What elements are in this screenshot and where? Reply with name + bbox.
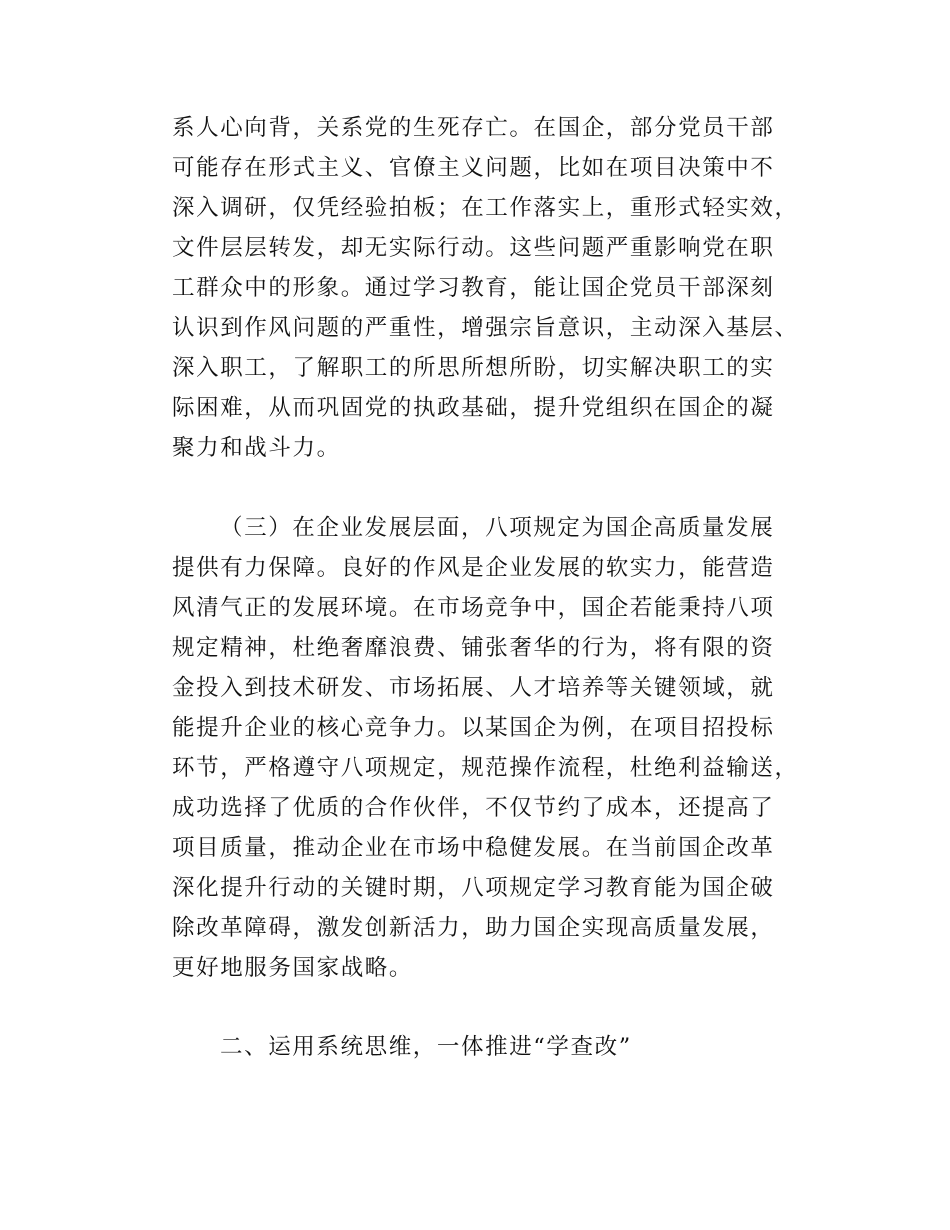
paragraph-2 — [172, 508, 812, 988]
text-line: 更好地服务国家战略。 — [172, 955, 414, 981]
text-line: 环节，严格遵守八项规定，规范操作流程，杜绝利益输送， — [172, 755, 799, 781]
text-line: 能提升企业的核心竞争力。以某国企为例，在项目招投标 — [172, 715, 775, 741]
text-line: 提供有力保障。良好的作风是企业发展的软实力，能营造 — [172, 555, 775, 581]
text-line: 聚力和战斗力。 — [172, 435, 341, 461]
text-line: 工群众中的形象。通过学习教育，能让国企党员干部深刻 — [172, 275, 775, 301]
text-line: 际困难，从而巩固党的执政基础，提升党组织在国企的凝 — [172, 395, 775, 421]
text-line: 深化提升行动的关键时期，八项规定学习教育能为国企破 — [172, 875, 775, 901]
text-line: 除改革障碍，激发创新活力，助力国企实现高质量发展， — [172, 915, 775, 941]
text-line: （三）在企业发展层面，八项规定为国企高质量发展 — [220, 515, 775, 541]
text-line: 项目质量，推动企业在市场中稳健发展。在当前国企改革 — [172, 835, 775, 861]
text-line: 风清气正的发展环境。在市场竞争中，国企若能秉持八项 — [172, 595, 775, 621]
section-heading — [172, 1027, 812, 1067]
text-line: 文件层层转发，却无实际行动。这些问题严重影响党在职 — [172, 235, 775, 261]
paragraph-1 — [172, 108, 812, 468]
text-line: 深入职工，了解职工的所思所想所盼，切实解决职工的实 — [172, 355, 775, 381]
text-line: 金投入到技术研发、市场拓展、人才培养等关键领域，就 — [172, 675, 775, 701]
text-line: 成功选择了优质的合作伙伴，不仅节约了成本，还提高了 — [172, 795, 775, 821]
text-line: 规定精神，杜绝奢靡浪费、铺张奢华的行为，将有限的资 — [172, 635, 775, 661]
text-line: 系人心向背，关系党的生死存亡。在国企，部分党员干部 — [172, 115, 775, 141]
text-line: 深入调研，仅凭经验拍板；在工作落实上，重形式轻实效， — [172, 195, 799, 221]
text-line: 认识到作风问题的严重性，增强宗旨意识，主动深入基层、 — [172, 315, 799, 341]
section-heading-text: 二、运用系统思维，一体推进“学查改” — [220, 1034, 632, 1060]
text-line: 可能存在形式主义、官僚主义问题，比如在项目决策中不 — [172, 155, 775, 181]
